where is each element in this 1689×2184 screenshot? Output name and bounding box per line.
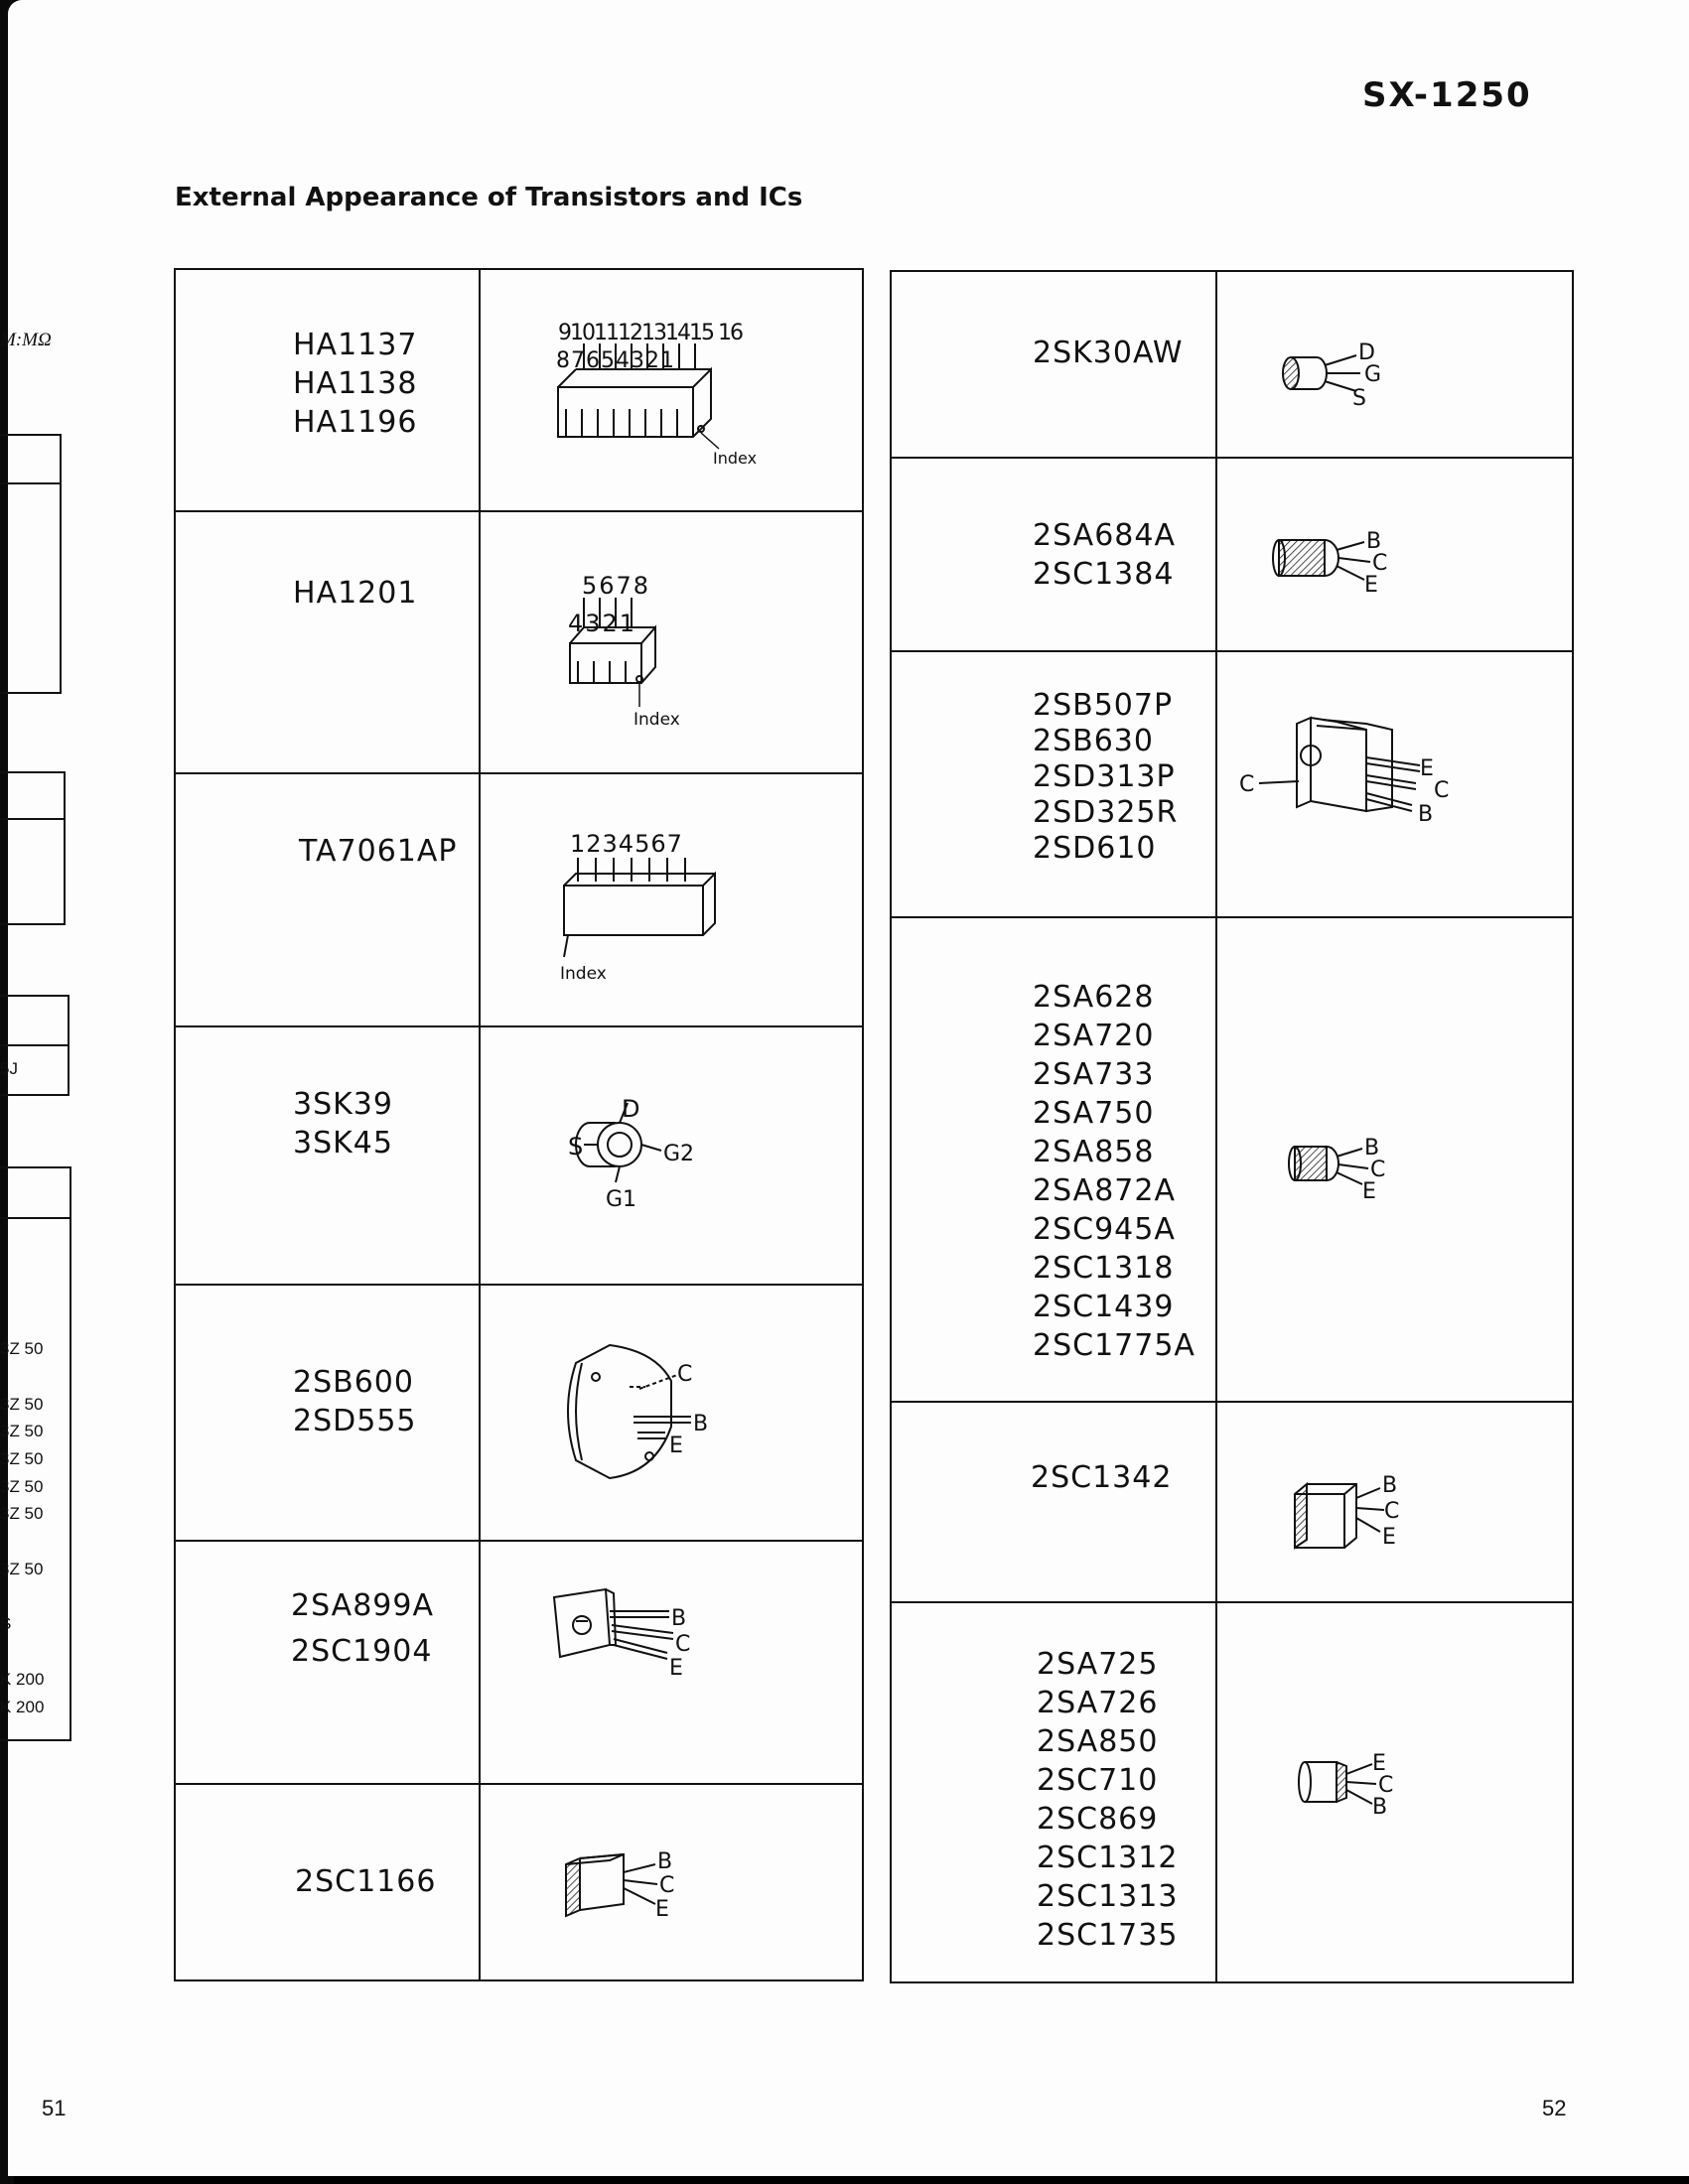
svg-text:D: D (1358, 341, 1375, 365)
ic-7pin-sip-icon (480, 773, 863, 1026)
table-row (175, 1285, 863, 1541)
table-row (175, 511, 863, 773)
svg-text:S: S (1352, 386, 1366, 411)
svg-text:C: C (1434, 778, 1450, 803)
svg-text:D: D (622, 1095, 640, 1123)
page-title: External Appearance of Transistors and ICs (175, 183, 803, 212)
svg-text:C: C (1378, 1773, 1394, 1798)
part-names: 2SA899A 2SC1904 (175, 1541, 480, 1784)
table-row (175, 1541, 863, 1784)
svg-text:G1: G1 (606, 1187, 637, 1212)
page-number-left: 51 (42, 2096, 67, 2120)
table-row (891, 1402, 1573, 1602)
table-row (175, 1026, 863, 1285)
prev-row: 3Z 50 (0, 1560, 44, 1578)
svg-text:87654321: 87654321 (556, 348, 675, 373)
part-names: 2SK30AW (891, 271, 1216, 458)
part-names: HA1137 HA1138 HA1196 (175, 269, 480, 511)
table-row (891, 1602, 1573, 1982)
prev-row: 3Z 50 (0, 1504, 44, 1523)
prev-row: 3Z 50 (0, 1395, 44, 1414)
svg-text:E: E (1372, 1751, 1386, 1776)
svg-text:Index: Index (560, 964, 607, 984)
part-names: 2SC1342 (891, 1402, 1216, 1602)
to220-power-icon (480, 1541, 863, 1784)
prev-row: S (0, 1614, 12, 1633)
prev-row: K 200 (0, 1698, 45, 1716)
svg-text:B: B (1364, 1136, 1380, 1160)
to3-metal-can-icon (480, 1285, 863, 1541)
to126-power-icon (1216, 651, 1573, 917)
prev-table-1 (0, 434, 62, 694)
table-row (891, 458, 1573, 651)
svg-text:Index: Index (633, 710, 680, 730)
svg-text:C: C (1372, 551, 1388, 576)
svg-text:C: C (1384, 1499, 1400, 1524)
part-names: 2SA628 2SA720 2SA733 2SA750 2SA858 2SA872A 2SC945A 2SC1318 2SC1439 2SC1775A (891, 917, 1216, 1402)
table-row (175, 773, 863, 1026)
table-row (891, 917, 1573, 1402)
box-transistor-icon (1216, 1402, 1573, 1602)
prev-row: 3Z 50 (0, 1422, 44, 1440)
ic-16pin-icon (480, 269, 863, 511)
dual-gate-fet-icon (480, 1026, 863, 1285)
prev-row: 3Z 50 (0, 1339, 44, 1358)
part-names: HA1201 (175, 511, 480, 773)
part-names: 2SA725 2SA726 2SA850 2SC710 2SC869 2SC1312 2SC1313 2SC1735 (891, 1602, 1216, 1982)
svg-text:E: E (669, 1433, 683, 1458)
table-row (891, 271, 1573, 458)
cube-transistor-icon (480, 1784, 863, 1980)
svg-text:E: E (669, 1656, 683, 1681)
svg-text:C: C (659, 1873, 675, 1898)
part-names: TA7061AP (175, 773, 480, 1026)
svg-text:B: B (657, 1849, 673, 1874)
svg-text:C: C (1239, 772, 1255, 797)
page-number-right: 52 (1542, 2096, 1567, 2120)
svg-text:E: E (655, 1897, 669, 1922)
svg-text:B: B (671, 1606, 687, 1631)
svg-text:E: E (1382, 1525, 1396, 1550)
to18-can-icon (1216, 1602, 1573, 1982)
prev-row: 3Z 50 (0, 1449, 44, 1468)
svg-text:1234567: 1234567 (570, 830, 683, 858)
svg-text:9101112131415 16: 9101112131415 16 (558, 321, 742, 345)
svg-text:G2: G2 (663, 1142, 695, 1166)
prev-table-2 (0, 771, 66, 925)
svg-text:E: E (1420, 756, 1434, 781)
table-row (891, 651, 1573, 917)
svg-text:C: C (675, 1632, 691, 1657)
svg-text:5678: 5678 (582, 572, 651, 600)
svg-text:S: S (568, 1133, 584, 1160)
right-parts-table (890, 270, 1574, 1983)
svg-text:C: C (677, 1362, 693, 1387)
svg-text:C: C (1370, 1158, 1386, 1182)
to92-small-icon (1216, 917, 1573, 1402)
part-names: 2SA684A 2SC1384 (891, 458, 1216, 651)
svg-text:B: B (1418, 802, 1434, 827)
svg-text:B: B (1372, 1795, 1388, 1820)
model-number: SX-1250 (1362, 75, 1532, 115)
svg-text:E: E (1364, 573, 1378, 598)
prev-row: 3Z 50 (0, 1477, 44, 1496)
unit-note: M:MΩ (0, 330, 52, 350)
svg-text:Index: Index (713, 449, 758, 468)
svg-text:G: G (1364, 362, 1382, 387)
prev-row: 5J (0, 1059, 18, 1078)
svg-text:4321: 4321 (568, 610, 637, 637)
svg-text:B: B (1382, 1473, 1398, 1498)
table-row (175, 269, 863, 511)
svg-text:B: B (1366, 529, 1382, 554)
svg-text:E: E (1362, 1179, 1376, 1204)
part-names: 3SK39 3SK45 (175, 1026, 480, 1285)
prev-row: K 200 (0, 1670, 45, 1689)
part-names: 2SB507P 2SB630 2SD313P 2SD325R 2SD610 (891, 651, 1216, 917)
table-row (175, 1784, 863, 1980)
part-names: 2SC1166 (175, 1784, 480, 1980)
to92-large-icon (1216, 458, 1573, 651)
part-names: 2SB600 2SD555 (175, 1285, 480, 1541)
fet-to92-icon (1216, 271, 1573, 458)
svg-text:B: B (693, 1412, 709, 1436)
ic-8pin-icon (480, 511, 863, 773)
left-parts-table (174, 268, 864, 1981)
